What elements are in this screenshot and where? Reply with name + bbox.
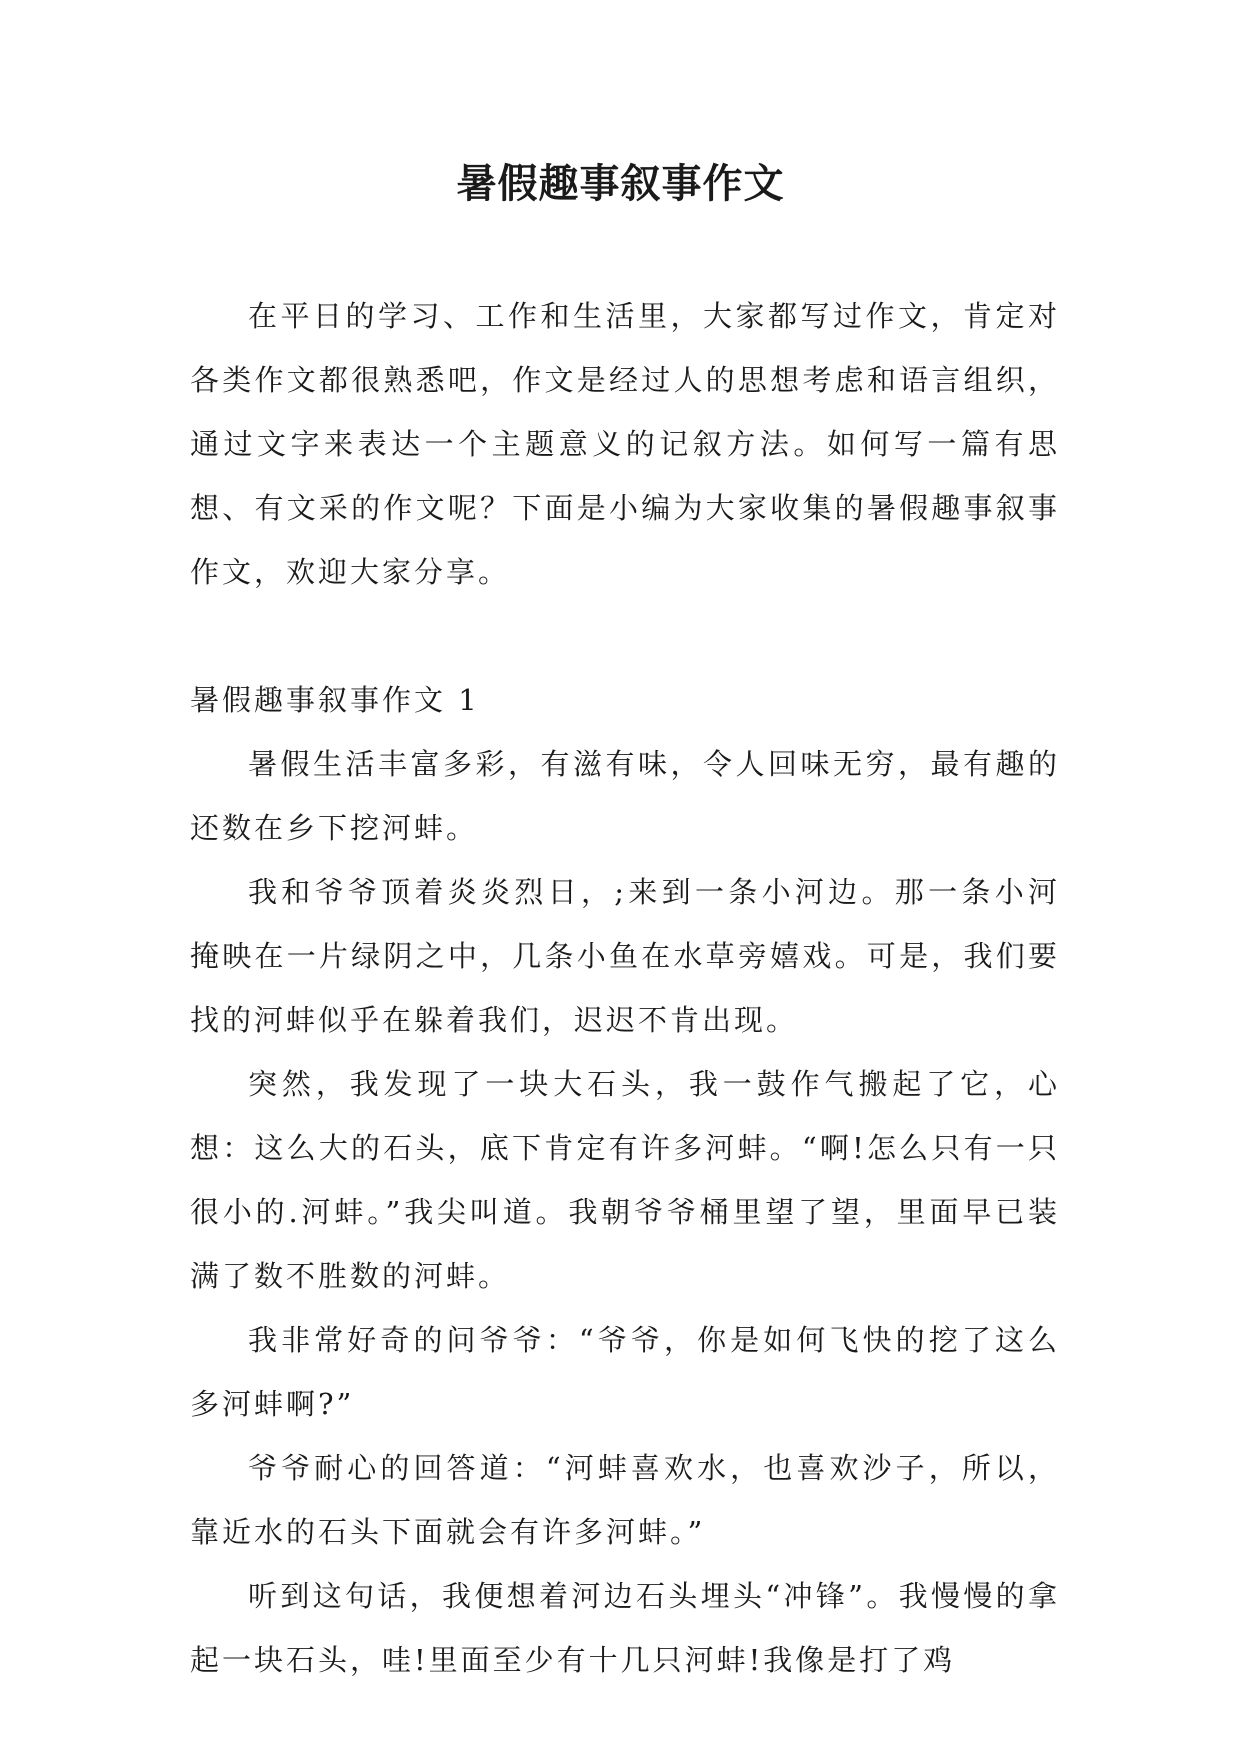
document-body	[190, 284, 1060, 1692]
body-paragraph: 暑假生活丰富多彩，有滋有味，令人回味无穷，最有趣的还数在乡下挖河蚌。	[190, 747, 1060, 845]
intro-paragraph: 在平日的学习、工作和生活里，大家都写过作文，肯定对各类作文都很熟悉吧，作文是经过人的思想考虑和语言组织，通过文字来表达一个主题意义的记叙方法。如何写一篇有思想、有文采的作文呢？下面是小编为大家收集的暑假趣事叙事作文，欢迎大家分享。	[190, 299, 1060, 589]
body-paragraph: 听到这句话，我便想着河边石头埋头“冲锋”。我慢慢的拿起一块石头，哇!里面至少有十几只河蚌!我像是打了鸡	[190, 1579, 1060, 1677]
body-paragraph: 我非常好奇的问爷爷：“爷爷，你是如何飞快的挖了这么多河蚌啊?”	[190, 1323, 1060, 1421]
body-paragraph: 突然，我发现了一块大石头，我一鼓作气搬起了它，心想：这么大的石头，底下肯定有许多河蚌。“啊!怎么只有一只很小的.河蚌。”我尖叫道。我朝爷爷桶里望了望，里面早已装满了数不胜数的河蚌。	[190, 1067, 1060, 1293]
document-title: 暑假趣事叙事作文	[456, 160, 785, 207]
body-paragraph: 我和爷爷顶着炎炎烈日，;来到一条小河边。那一条小河掩映在一片绿阴之中，几条小鱼在水草旁嬉戏。可是，我们要找的河蚌似乎在躲着我们，迟迟不肯出现。	[190, 875, 1060, 1037]
section-heading: 暑假趣事叙事作文 1	[190, 683, 480, 717]
body-paragraph: 爷爷耐心的回答道：“河蚌喜欢水，也喜欢沙子，所以，靠近水的石头下面就会有许多河蚌。”	[190, 1451, 1060, 1549]
